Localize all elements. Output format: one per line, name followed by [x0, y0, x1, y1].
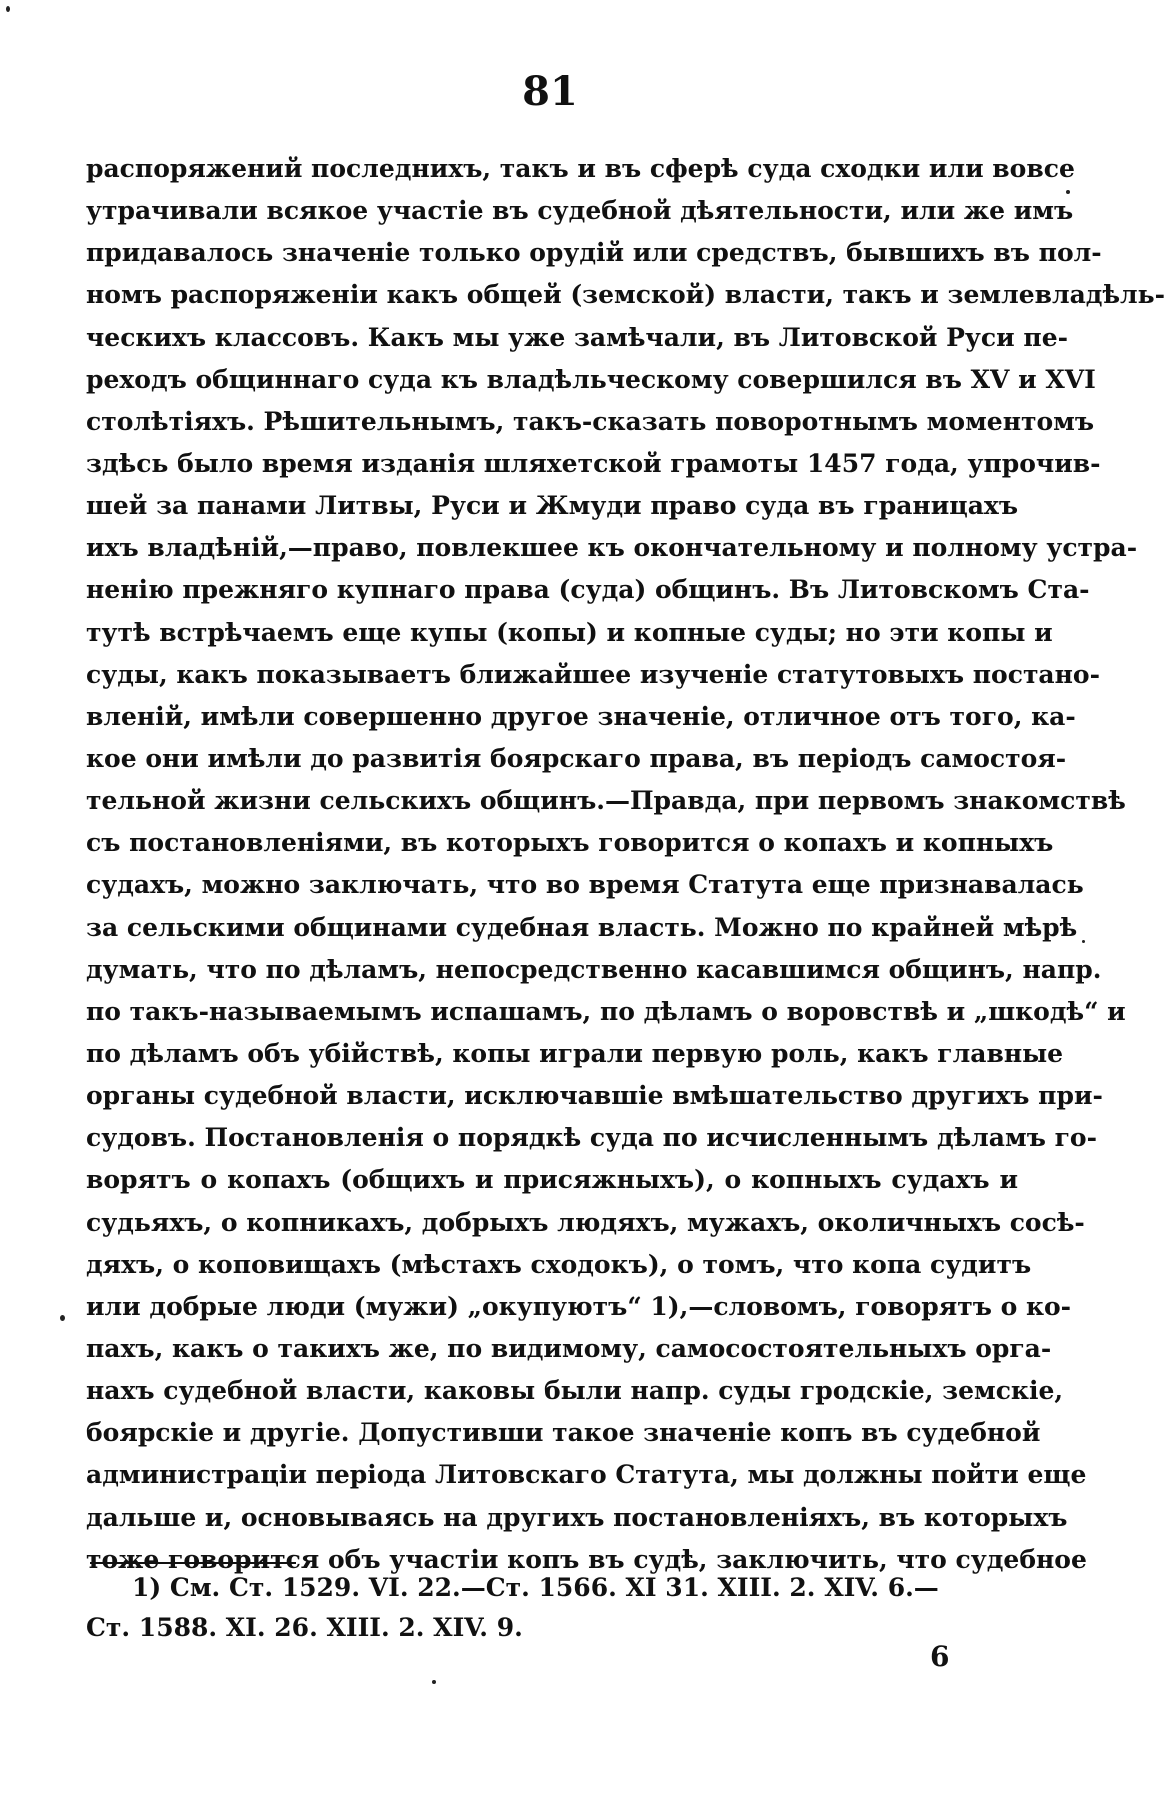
text-line: боярскіе и другіе. Допустивши такое значеніе копъ въ судебной [86, 1418, 1041, 1448]
print-speck [432, 1680, 436, 1684]
text-line: кое они имѣли до развитія боярскаго права, въ періодъ самостоя- [86, 743, 1067, 773]
print-speck [6, 6, 10, 12]
text-line: распоряжений последнихъ, такъ и въ сферѣ суда сходки или вовсе [86, 154, 1075, 183]
text-line: органы судебной власти, исключавшіе вмѣшательство другихъ при- [86, 1081, 1103, 1111]
text-line: реходъ общиннаго суда къ владѣльческому совершился въ XV и XVI [86, 364, 1096, 394]
text-line: съ постановленіями, въ которыхъ говорится о копахъ и копныхъ [86, 828, 1054, 858]
text-line: судьяхъ, о копникахъ, добрыхъ людяхъ, мужахъ, околичныхъ сосѣ- [86, 1207, 1085, 1237]
text-line: думать, что по дѣламъ, непосредственно касавшимся общинъ, напр. [86, 954, 1102, 984]
text-line: судахъ, можно заключать, что во время Статута еще признавалась [86, 870, 1084, 900]
body-text [86, 148, 1165, 1581]
text-line: ческихъ классовъ. Какъ мы уже замѣчали, въ Литовской Руси пе- [86, 322, 1068, 352]
text-line: администраціи періода Литовскаго Статута, мы должны пойти еще [86, 1460, 1087, 1490]
text-line: дальше и, основываясь на другихъ постановленіяхъ, въ которыхъ [86, 1502, 1068, 1532]
signature-mark: 6 [930, 1640, 950, 1673]
text-line: тельной жизни сельскихъ общинъ.—Правда, при первомъ знакомствѣ [86, 786, 1126, 816]
text-line: ихъ владѣній,—право, повлекшее къ окончательному и полному устра- [86, 533, 1138, 563]
text-line: здѣсь было время изданія шляхетской грамоты 1457 года, упрочив- [86, 448, 1101, 478]
print-speck [1082, 940, 1085, 943]
text-line: пахъ, какъ о такихъ же, по видимому, самосостоятельныхъ орга- [86, 1333, 1052, 1363]
text-line: столѣтіяхъ. Рѣшительнымъ, такъ-сказать поворотнымъ моментомъ [86, 406, 1095, 436]
text-line: суды, какъ показываетъ ближайшее изученіе статутовыхъ постано- [86, 659, 1100, 689]
print-speck [60, 1315, 65, 1321]
footnote-line: 1) См. Ст. 1529. VI. 22.—Ст. 1566. XI 31. XIII. 2. XIV. 6.— [132, 1573, 939, 1602]
page-number: 81 [522, 68, 578, 115]
text-line: тоже говорится объ участіи копъ въ судѣ, заключить, что судебное [86, 1544, 1087, 1574]
footnote-line: Ст. 1588. XI. 26. XIII. 2. XIV. 9. [86, 1613, 523, 1642]
text-line: ненію прежняго купнаго права (суда) общинъ. Въ Литовскомъ Ста- [86, 575, 1090, 605]
text-line: шей за панами Литвы, Руси и Жмуди право суда въ границахъ [86, 491, 1018, 521]
text-line: или добрые люди (мужи) „окупуютъ“ 1),—словомъ, говорятъ о ко- [86, 1291, 1072, 1321]
text-line: тутѣ встрѣчаемъ еще купы (копы) и копные суды; но эти копы и [86, 617, 1053, 647]
text-line: дяхъ, о коповищахъ (мѣстахъ сходокъ), о томъ, что копа судитъ [86, 1249, 1032, 1279]
text-line: утрачивали всякое участіе въ судебной дѣятельности, или же имъ [86, 196, 1074, 226]
text-line: нахъ судебной власти, каковы были напр. суды гродскіе, земскіе, [86, 1376, 1064, 1406]
text-line: ворятъ о копахъ (общихъ и присяжныхъ), о копныхъ судахъ и [86, 1165, 1018, 1195]
print-speck [1066, 190, 1070, 194]
footnotes [86, 1568, 1018, 1648]
text-line: номъ распоряженіи какъ общей (земской) власти, такъ и землевладѣль- [86, 280, 1165, 310]
text-line: придавалось значеніе только орудій или средствъ, бывшихъ въ пол- [86, 238, 1102, 268]
text-line: по дѣламъ объ убійствѣ, копы играли первую роль, какъ главные [86, 1038, 1064, 1068]
text-line: за сельскими общинами судебная власть. Можно по крайней мѣрѣ [86, 912, 1078, 942]
text-line: судовъ. Постановленія о порядкѣ суда по исчисленнымъ дѣламъ го- [86, 1123, 1097, 1153]
text-line: по такъ-называемымъ испашамъ, по дѣламъ о воровствѣ и „шкодѣ“ и [86, 996, 1126, 1026]
text-line: вленій, имѣли совершенно другое значеніе, отличное отъ того, ка- [86, 701, 1076, 731]
footnote-divider [90, 1562, 296, 1564]
